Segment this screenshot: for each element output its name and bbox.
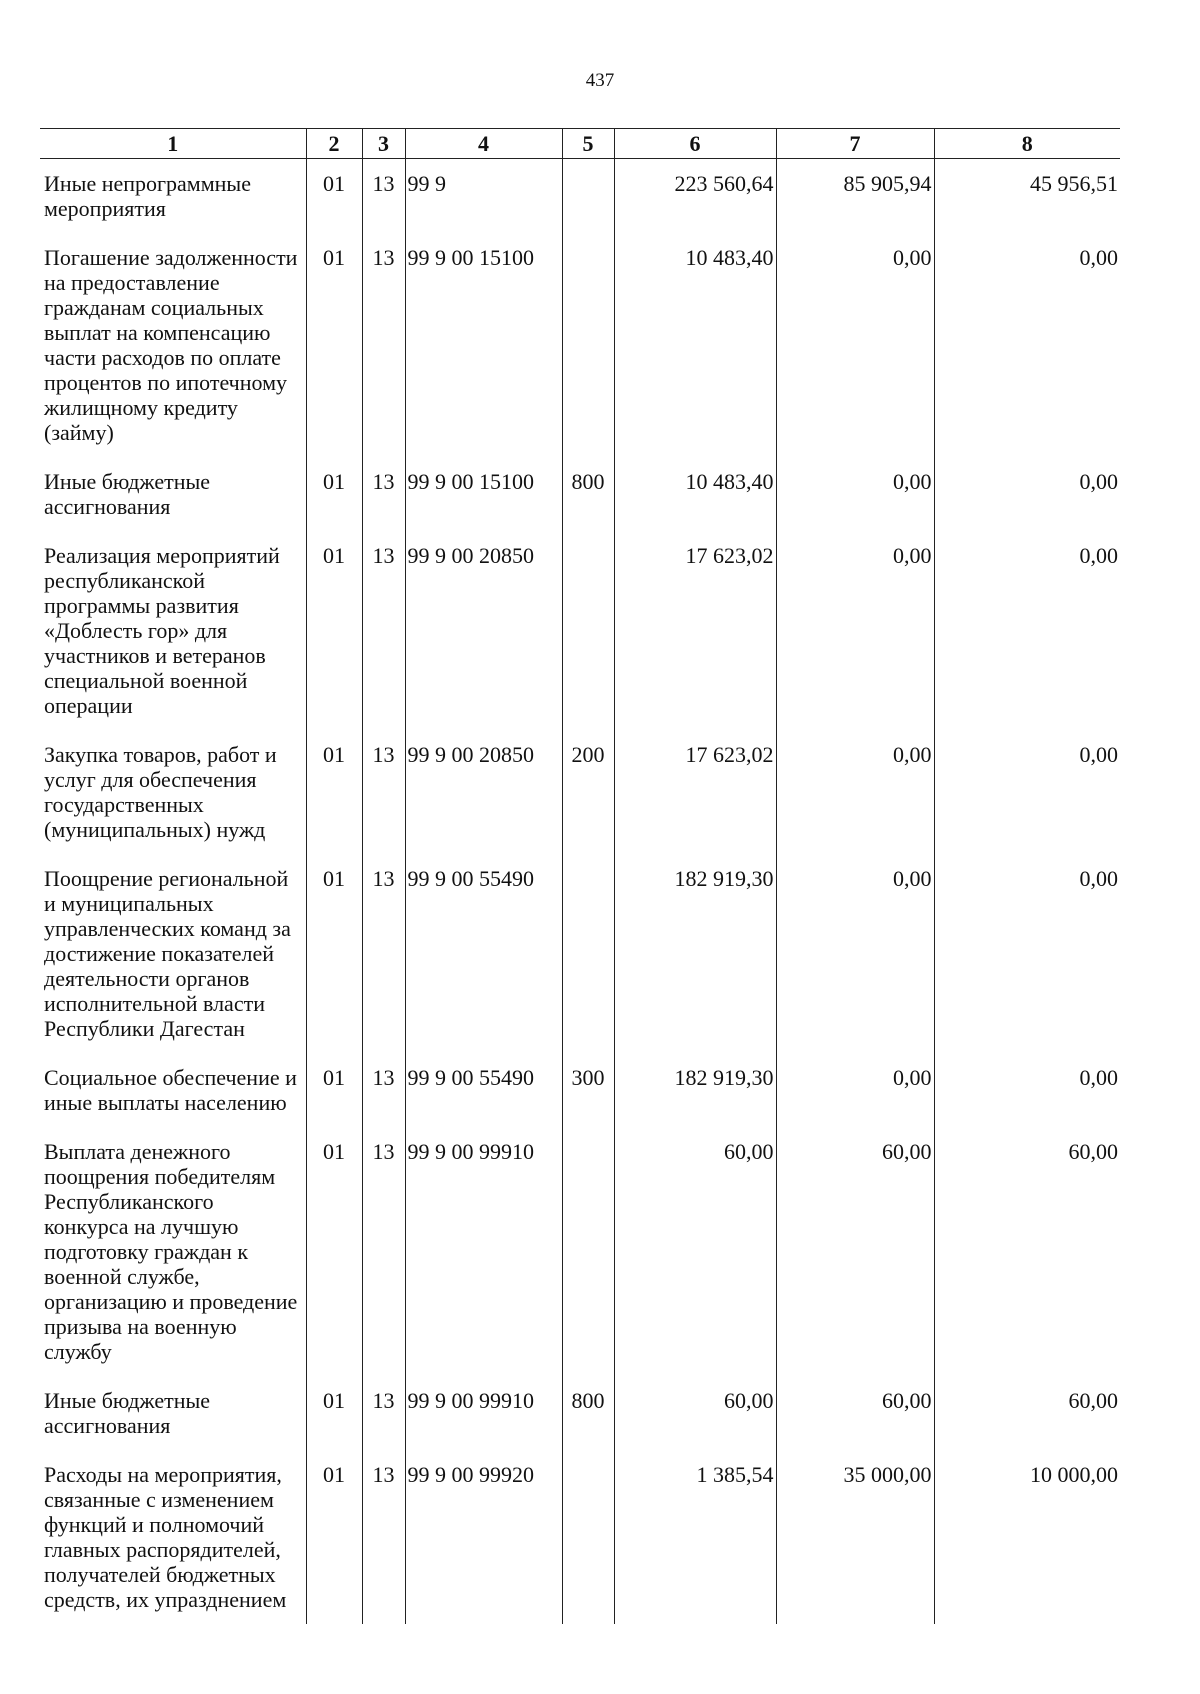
amount-col8-cell: 60,00: [934, 1127, 1120, 1376]
row-name-cell: Реализация мероприятий республиканской программы развития «Доблесть гор» для участников и ветеранов специальной военной операции: [44, 543, 280, 718]
amount-col7-cell: 60,00: [776, 1376, 934, 1450]
subsection-code-cell: 13: [362, 1053, 405, 1127]
row-name-cell: Иные бюджетные ассигнования: [44, 469, 211, 519]
amount-col7-cell: 0,00: [776, 730, 934, 854]
subsection-code-cell: 13: [362, 531, 405, 730]
subsection-code-cell: 13: [362, 159, 405, 234]
table-row: [40, 159, 1120, 234]
amount-col6-cell: 17 623,02: [614, 531, 776, 730]
row-name-cell: Расходы на мероприятия, связанные с изменением функций и полномочий главных распорядителей, получателей бюджетных средств, их упразднением: [44, 1462, 287, 1612]
expense-type-cell: [562, 531, 614, 730]
section-code-cell: 01: [306, 1127, 362, 1376]
table-row: [40, 531, 1120, 730]
expense-type-cell: [562, 1127, 614, 1376]
amount-col7-cell: 85 905,94: [776, 159, 934, 234]
budget-table: [40, 128, 1120, 1624]
amount-col7-cell: 0,00: [776, 457, 934, 531]
subsection-code-cell: 13: [362, 1450, 405, 1624]
amount-col6-cell: 223 560,64: [614, 159, 776, 234]
target-article-cell: 99 9 00 20850: [405, 531, 562, 730]
section-code-cell: 01: [306, 159, 362, 234]
amount-col8-cell: 0,00: [934, 531, 1120, 730]
amount-col7-cell: 0,00: [776, 1053, 934, 1127]
table-row: [40, 1450, 1120, 1624]
expense-type-cell: [562, 1450, 614, 1624]
target-article-cell: 99 9: [405, 159, 562, 234]
row-name-cell: Социальное обеспечение и иные выплаты населению: [44, 1065, 297, 1115]
column-header: 2: [306, 129, 362, 159]
amount-col7-cell: 60,00: [776, 1127, 934, 1376]
section-code-cell: 01: [306, 1053, 362, 1127]
table-row: [40, 1053, 1120, 1127]
section-code-cell: 01: [306, 233, 362, 457]
expense-type-cell: 200: [562, 730, 614, 854]
amount-col7-cell: 0,00: [776, 854, 934, 1053]
amount-col6-cell: 10 483,40: [614, 233, 776, 457]
amount-col7-cell: 0,00: [776, 531, 934, 730]
page-number: 437: [585, 70, 615, 91]
amount-col8-cell: 0,00: [934, 457, 1120, 531]
column-header: 7: [776, 129, 934, 159]
section-code-cell: 01: [306, 457, 362, 531]
expense-type-cell: 800: [562, 1376, 614, 1450]
table-row: [40, 730, 1120, 854]
row-name-cell: Поощрение региональной и муниципальных управленческих команд за достижение показателей деятельности органов исполнительной власти Республики Дагестан: [44, 866, 291, 1041]
amount-col8-cell: 0,00: [934, 854, 1120, 1053]
table-body: [40, 159, 1120, 1625]
subsection-code-cell: 13: [362, 730, 405, 854]
amount-col7-cell: 0,00: [776, 233, 934, 457]
amount-col8-cell: 0,00: [934, 233, 1120, 457]
column-header: 4: [405, 129, 562, 159]
amount-col6-cell: 182 919,30: [614, 1053, 776, 1127]
expense-type-cell: [562, 854, 614, 1053]
target-article-cell: 99 9 00 15100: [405, 457, 562, 531]
table-row: [40, 233, 1120, 457]
column-header: 6: [614, 129, 776, 159]
subsection-code-cell: 13: [362, 233, 405, 457]
subsection-code-cell: 13: [362, 854, 405, 1053]
section-code-cell: 01: [306, 1450, 362, 1624]
target-article-cell: 99 9 00 99910: [405, 1127, 562, 1376]
section-code-cell: 01: [306, 854, 362, 1053]
subsection-code-cell: 13: [362, 457, 405, 531]
column-header: 5: [562, 129, 614, 159]
target-article-cell: 99 9 00 55490: [405, 1053, 562, 1127]
header-row: [40, 129, 1120, 159]
target-article-cell: 99 9 00 55490: [405, 854, 562, 1053]
amount-col8-cell: 0,00: [934, 1053, 1120, 1127]
row-name-cell: Закупка товаров, работ и услуг для обеспечения государственных (муниципальных) нужд: [44, 742, 277, 842]
section-code-cell: 01: [306, 1376, 362, 1450]
expense-type-cell: 800: [562, 457, 614, 531]
amount-col7-cell: 35 000,00: [776, 1450, 934, 1624]
amount-col6-cell: 60,00: [614, 1376, 776, 1450]
amount-col6-cell: 1 385,54: [614, 1450, 776, 1624]
column-header: 8: [934, 129, 1120, 159]
row-name-cell: Выплата денежного поощрения победителям Республиканского конкурса на лучшую подготовку граждан к военной службе, организацию и проведение призыва на военную службу: [44, 1139, 298, 1364]
amount-col8-cell: 0,00: [934, 730, 1120, 854]
subsection-code-cell: 13: [362, 1127, 405, 1376]
amount-col6-cell: 182 919,30: [614, 854, 776, 1053]
table-row: [40, 457, 1120, 531]
amount-col8-cell: 45 956,51: [934, 159, 1120, 234]
amount-col6-cell: 60,00: [614, 1127, 776, 1376]
table-row: [40, 1127, 1120, 1376]
row-name-cell: Погашение задолженности на предоставление гражданам социальных выплат на компенсацию части расходов по оплате процентов по ипотечному жилищному кредиту (займу): [44, 245, 298, 445]
row-name-cell: Иные бюджетные ассигнования: [44, 1388, 211, 1438]
row-name-cell: Иные непрограммные мероприятия: [44, 171, 251, 221]
subsection-code-cell: 13: [362, 1376, 405, 1450]
target-article-cell: 99 9 00 15100: [405, 233, 562, 457]
expense-type-cell: 300: [562, 1053, 614, 1127]
target-article-cell: 99 9 00 99910: [405, 1376, 562, 1450]
amount-col8-cell: 60,00: [934, 1376, 1120, 1450]
amount-col8-cell: 10 000,00: [934, 1450, 1120, 1624]
amount-col6-cell: 10 483,40: [614, 457, 776, 531]
table-row: [40, 1376, 1120, 1450]
table-row: [40, 854, 1120, 1053]
target-article-cell: 99 9 00 99920: [405, 1450, 562, 1624]
expense-type-cell: [562, 159, 614, 234]
section-code-cell: 01: [306, 730, 362, 854]
column-header: 1: [40, 129, 306, 159]
column-header: 3: [362, 129, 405, 159]
target-article-cell: 99 9 00 20850: [405, 730, 562, 854]
section-code-cell: 01: [306, 531, 362, 730]
expense-type-cell: [562, 233, 614, 457]
amount-col6-cell: 17 623,02: [614, 730, 776, 854]
